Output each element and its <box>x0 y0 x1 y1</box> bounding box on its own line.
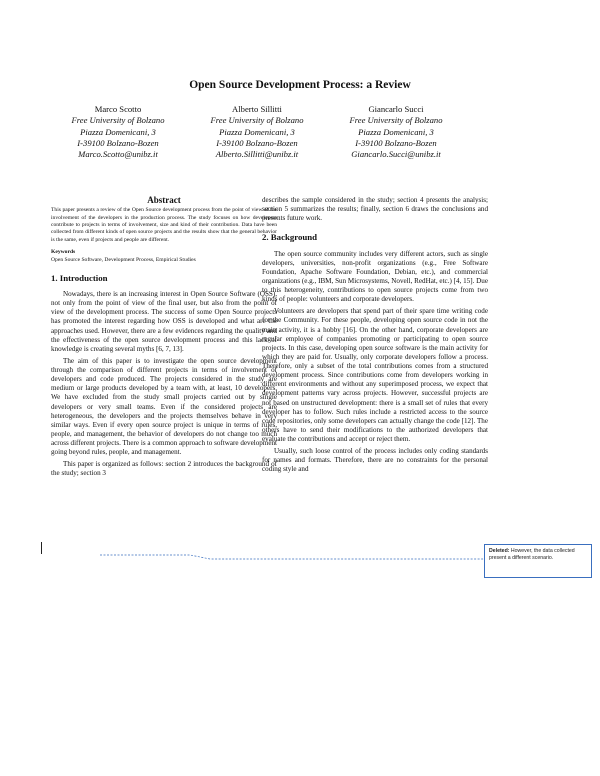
paper-title: Open Source Development Process: a Review <box>189 79 411 91</box>
paragraph: describes the sample considered in the study; section 4 presents the analysis; section 5 summarizes the results; finally, section 6 draws the conclusions and presents future work. <box>262 196 488 223</box>
author-block <box>321 104 471 160</box>
right-column <box>262 196 488 475</box>
author-affiliation: Free University of Bolzano <box>71 115 165 126</box>
author-address-line: Piazza Domenicani, 3 <box>358 126 434 137</box>
author-address-line: I-39100 Bolzano-Bozen <box>77 137 159 148</box>
paragraph: The open source community includes very different actors, such as single developers, universities, non-profit organizations (e.g., Free Software Foundation, Apache Software Foundation, Debian, etc.), and commercial organizations (e.g., IBM, Sun Microsystems, Novell, RedHat, etc.) [4, 15]. Due to this heterogeneity, contributions to open source projects come from two kinds of people: volunteers and corporate developers. <box>262 249 488 304</box>
paragraph: Nowadays, there is an increasing interest in Open Source Software (OSS), not only from the point of view of the final user, but also from the point of view of the development process. The success of some Open Source projects has promoted the interest regarding how OSS is developed and what are the approaches used. However, there are a few evidences regarding the quality and the effectiveness of the open source development process and this lack of knowledge is creating several myths [6, 7, 13]. <box>51 290 277 353</box>
author-block <box>43 104 193 160</box>
author-email: Alberto.Sillitti@unibz.it <box>215 149 299 160</box>
paragraph: Usually, such loose control of the process includes only coding standards for names and formats. Therefore, there are no constraints for the personal coding style and <box>262 447 488 474</box>
author-address-line: Piazza Domenicani, 3 <box>219 126 295 137</box>
left-column <box>51 196 277 479</box>
author-name: Giancarlo Succi <box>368 104 424 114</box>
abstract-heading: Abstract <box>147 195 181 205</box>
author-email: Marco.Scotto@unibz.it <box>78 149 158 160</box>
paragraph: This paper is organized as follows: section 2 introduces the background of the study; section 3 <box>51 460 277 478</box>
comment-label: Deleted: <box>489 548 510 554</box>
paragraph: The aim of this paper is to investigate the open source development through the comparison of different projects in terms of involvement of developers and code produced. The projects considered in the study are medium or large products developed by a team with, at least, 10 developers. We have excluded from the study small projects carried out by single developers or very small teams. Even if the considered projects are heterogeneous, the developers and the projects themselves behave in very similar ways. Even if every open source project is unique in terms of rules, people, and management, the behavior of developers do not change too much across different projects. There is a common approach to software development going beyond rules, people, and management. <box>51 356 277 457</box>
paragraph: Volunteers are developers that spend part of their spare time writing code for the Community. For these people, developing open source code in not the main activity, it is a hobby [16]. On the other hand, corporate developers are regular employee of companies promoting or participating to open source projects. In this case, developing open source software is the main activity for which they are paid for. Usually, only corporate developers follow a process. Therefore, only a subset of the total contributions comes from a structured development process. Since contributions come from developers working in different environments and without any superimposed process, we expect that development patterns vary across projects. However, successful projects are not based on unstructured development: there is a small set of rules that every developer has to follow. Such rules include a restricted access to the source code repositories, only some developers can actually change the code [12]. The others have to send their modifications to the authorized developers that evaluate the contributions and accept or reject them. <box>262 307 488 443</box>
keywords-heading: Keywords <box>51 249 76 256</box>
author-address-line: I-39100 Bolzano-Bozen <box>216 137 298 148</box>
keywords-text: Open Source Software, Development Process, Empirical Studies <box>51 256 196 263</box>
comment-balloon[interactable] <box>484 544 592 578</box>
author-name: Marco Scotto <box>94 104 142 114</box>
author-block <box>182 104 332 160</box>
author-email: Giancarlo.Succi@unibz.it <box>351 149 441 160</box>
author-address-line: I-39100 Bolzano-Bozen <box>355 137 437 148</box>
author-affiliation: Free University of Bolzano <box>210 115 304 126</box>
author-address-line: Piazza Domenicani, 3 <box>80 126 156 137</box>
author-name: Alberto Sillitti <box>232 104 282 114</box>
section-heading-background: 2. Background <box>262 232 318 243</box>
abstract-text: This paper presents a review of the Open Source development process from the point of view of the involvement of the developers in the production process. The study focuses on how developers contribute to projects in terms of involvement, size and kind of their contribution. Data have been collected from different kinds of open source projects and the results show that the general behavior is the same, even if projects and people are different. <box>51 207 277 243</box>
comment-text: However, the data collected present a different scenario. <box>489 548 575 561</box>
change-bar <box>41 542 42 554</box>
author-affiliation: Free University of Bolzano <box>349 115 443 126</box>
section-heading-introduction: 1. Introduction <box>51 272 108 283</box>
